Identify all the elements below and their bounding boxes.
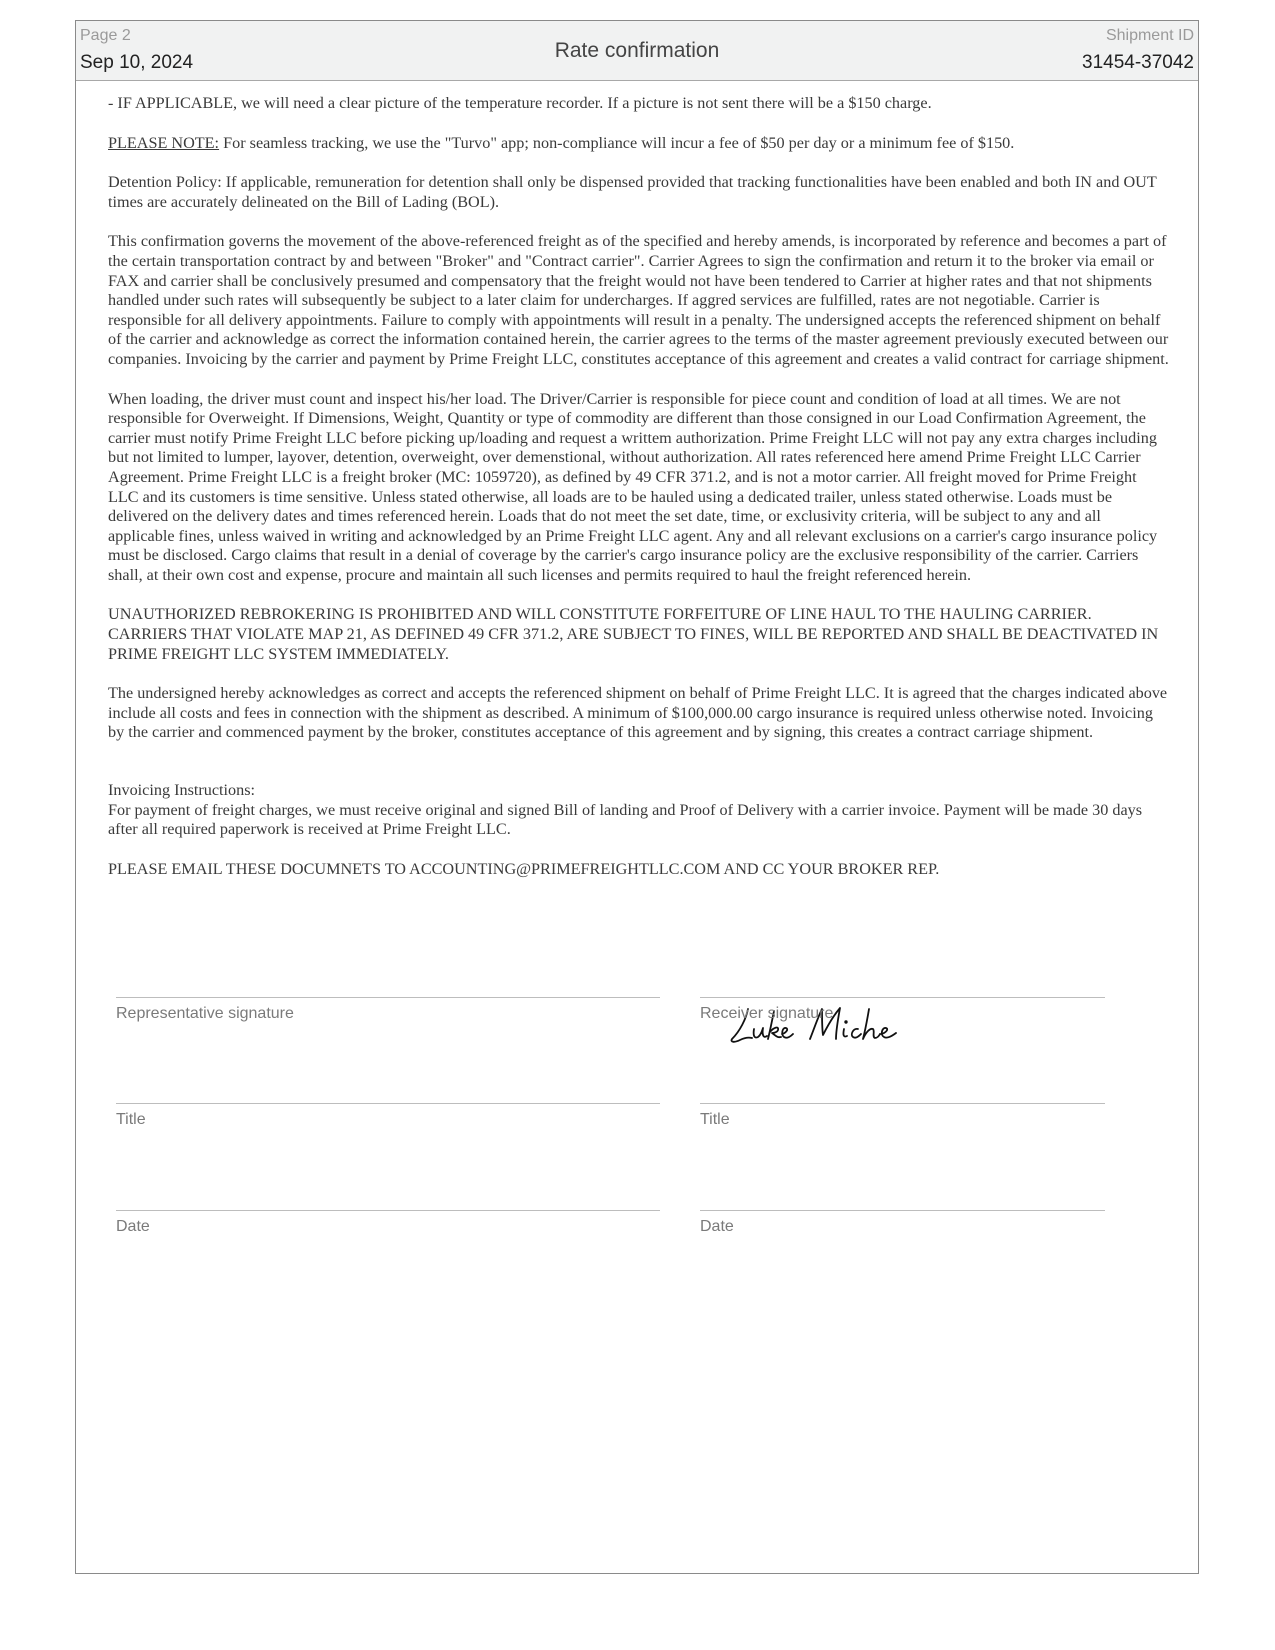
document-title: Rate confirmation [554,39,720,62]
acknowledgement-terms: The undersigned hereby acknowledges as correct and accepts the referenced shipment on behalf of Prime Freight LLC. It is agreed that the charges indicated above include all costs and fees in connection with the shipment as described. A minimum of $100,000.00 cargo insurance is required unless otherwise noted. Invoicing by the carrier and commenced payment by the broker, constitutes acceptance of this agreement and by signing, this creates a contract carriage shipment. [108,684,1168,742]
shipment-id-value: 31454-37042 [1082,52,1194,73]
page-number: Page 2 [80,27,131,44]
invoicing-text: For payment of freight charges, we must receive original and signed Bill of landing and Proof of Delivery with a carrier invoice. Payment will be made 30 days after all required paperwork is received at Prime Freight LLC. [108,800,1143,839]
please-note-label: PLEASE NOTE: [108,133,220,152]
temperature-recorder-note: - IF APPLICABLE, we will need a clear picture of the temperature recorder. If a picture is not sent there will be a $150 charge. [108,94,932,112]
confirmation-terms: This confirmation governs the movement of the above-referenced freight as of the specified and hereby amends, is incorporated by reference and becomes a part of the certain transportation contract by and between "Broker" and "Contract carrier". Carrier Agrees to sign the confirmation and return it to the broker via email or FAX and carrier shall be conclusively presumed and compensatory that the freight would not have been tendered to Carrier at higher rates and that not shipments handled under such rates will subsequently be subject to a later claim for undercharges. If aggred services are fulfilled, rates are not negotiable. Carrier is responsible for all delivery appointments. Failure to comply with appointments will result in a penalty. The undersigned accepts the referenced shipment on behalf of the carrier and acknowledge as correct the information contained herein, the carrier agrees to the terms of the master agreement previously executed between our companies. Invoicing by the carrier and payment by Prime Freight LLC, constitutes acceptance of this agreement and creates a valid contract for carriage shipment. [108,232,1169,368]
shipment-id-label: Shipment ID [1105,27,1194,44]
receiver-signature-label: Receiver signature [700,1005,834,1022]
invoicing-instructions [108,781,1170,840]
receiver-title-line[interactable] [700,1103,1105,1104]
loading-terms: When loading, the driver must count and inspect his/her load. The Driver/Carrier is responsible for piece count and condition of load at all times. We are not responsible for Overweight. If Dimensions, Weight, Quantity or type of commodity are different than those consigned in our Load Confirmation Agreement, the carrier must notify Prime Freight LLC before picking up/loading and request a writtem authorization. Prime Freight LLC will not pay any extra charges including but not limited to lumper, layover, detention, overweight, over demenstional, without authorization. All rates referenced here amend Prime Freight LLC Carrier Agreement. Prime Freight LLC is a freight broker (MC: 1059720), as defined by 49 CFR 371.2, and is not a motor carrier. All freight moved for Prime Freight LLC and its customers is time sensitive. Unless stated otherwise, all loads are to be hauled using a dedicated trailer, unless stated otherwise. Loads must be delivered on the delivery dates and times referenced herein. Loads that do not meet the set date, time, or exclusivity criteria, will be subject to any and all applicable fines, unless waived in writing and acknowledged by an Prime Freight LLC agent. Any and all relevant exclusions on a carrier's cargo insurance policy must be disclosed. Cargo claims that result in a denial of coverage by the carrier's cargo insurance policy are the exclusive responsibility of the carrier. Carriers shall, at their own cost and expense, procure and maintain all such licenses and permits required to haul the freight referenced herein. [108,389,1158,584]
representative-title-line[interactable] [116,1103,660,1104]
terms-body [108,94,1170,899]
document-header [76,21,1198,81]
receiver-signature-image [726,999,926,1051]
receiver-signature-line[interactable] [700,997,1105,998]
detention-policy: Detention Policy: If applicable, remuneration for detention shall only be dispensed provided that tracking functionalities have been enabled and both IN and OUT times are accurately delineated on the Bill of Lading (BOL). [108,173,1157,211]
tracking-note [108,134,1170,154]
representative-date-label: Date [116,1218,150,1235]
representative-date-line[interactable] [116,1210,660,1211]
representative-signature-line[interactable] [116,997,660,998]
invoicing-heading: Invoicing Instructions: [108,781,256,800]
document-page [75,20,1199,1574]
tracking-note-text: For seamless tracking, we use the "Turvo" app; non-compliance will incur a fee of $50 per day or a minimum fee of $150. [219,133,1015,152]
receiver-date-label: Date [700,1218,734,1235]
representative-title-label: Title [116,1111,146,1128]
receiver-date-line[interactable] [700,1210,1105,1211]
representative-signature-label: Representative signature [116,1005,294,1022]
rebrokering-warning: UNAUTHORIZED REBROKERING IS PROHIBITED AND WILL CONSTITUTE FORFEITURE OF LINE HAUL TO THE HAULING CARRIER. CARRIERS THAT VIOLATE MAP 21, AS DEFINED 49 CFR 371.2, ARE SUBJECT TO FINES, WILL BE REPORTED AND SHALL BE DEACTIVATED IN PRIME FREIGHT LLC SYSTEM IMMEDIATELY. [108,605,1159,663]
document-date: Sep 10, 2024 [80,52,194,73]
receiver-title-label: Title [700,1111,730,1128]
email-instructions: PLEASE EMAIL THESE DOCUMNETS TO ACCOUNTING@PRIMEFREIGHTLLC.COM AND CC YOUR BROKER REP. [108,859,940,878]
